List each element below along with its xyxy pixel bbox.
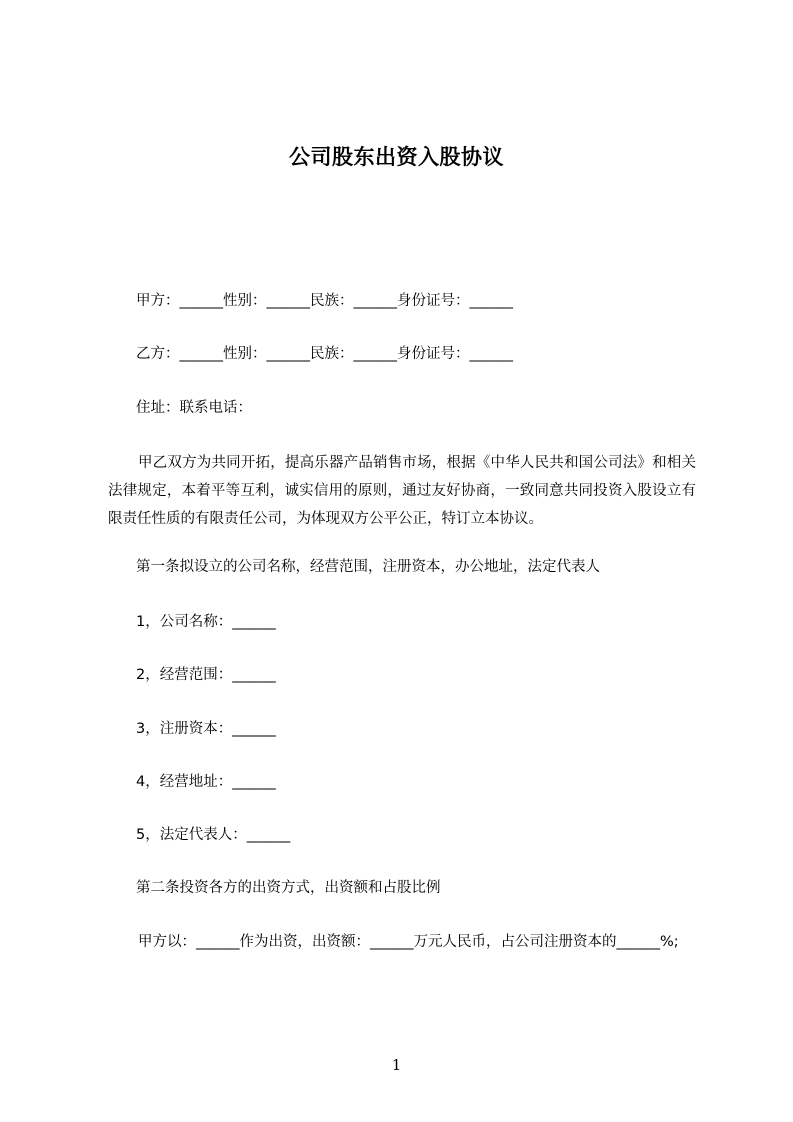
page-number: 1 (391, 1056, 402, 1074)
article-1-item-company-name: 1，公司名称：______ (136, 614, 276, 630)
article-2-party-a-paragraph: 甲方以：______作为出资，出资额：______万元人民币，占公司注册资本的______%; (138, 934, 679, 950)
article-2-title: 第二条投资各方的出资方式，出资额和占股比例 (136, 880, 441, 896)
article-1-item-business-address: 4，经营地址：______ (136, 774, 276, 790)
article-1-title: 第一条拟设立的公司名称，经营范围，注册资本，办公地址，法定代表人 (136, 559, 600, 575)
article-1-item-registered-capital: 3，注册资本：______ (136, 721, 276, 737)
party-a-line: 甲方：______性别：______民族：______身份证号：______ (136, 293, 513, 309)
article-1-item-legal-representative: 5，法定代表人：______ (136, 827, 291, 843)
intro-paragraph: 甲乙双方为共同开拓，提高乐器产品销售市场，根据《中华人民共和国公司法》和相关法律规定，本着平等互利，诚实信用的原则，通过友好协商，一致同意共同投资入股设立有限责任性质的有限责任公司，为体现双方公平公正，特订立本协议。 (108, 455, 696, 527)
document-title: 公司股东出资入股协议 (289, 145, 504, 169)
address-line: 住址：联系电话： (136, 400, 252, 416)
party-b-line: 乙方：______性别：______民族：______身份证号：______ (136, 346, 513, 362)
article-1-item-business-scope: 2，经营范围：______ (136, 667, 276, 683)
